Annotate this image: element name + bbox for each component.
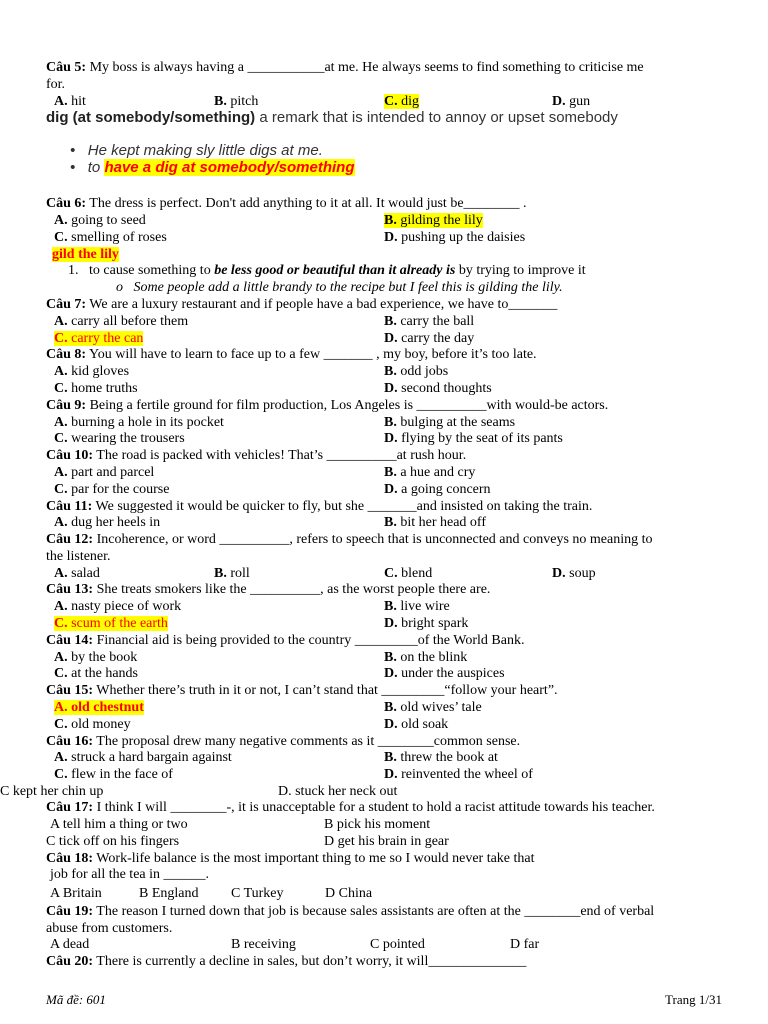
option-b: B. live wire [384,599,450,614]
question-label: Câu 5: [46,60,87,75]
option-a: A. part and parcel [54,465,155,480]
option-a: A. old chestnut [54,700,144,715]
page-number: Trang 1/31 [665,992,722,1007]
option-c: C pointed [370,937,425,952]
option-extra-d: D. stuck her neck out [278,784,398,799]
option-d: D. bright spark [384,616,469,631]
option-b: B receiving [231,937,296,952]
question-20: Câu 20: There is currently a decline in sales, but don’t worry, it will______________ [46,954,527,969]
option-d: D. carry the day [384,331,475,346]
option-d: D far [510,937,540,952]
question-12-cont: the listener. [46,549,111,564]
option-a: A. nasty piece of work [54,599,182,614]
option-a: A Britain [50,886,102,901]
question-5-cont: for. [46,77,66,92]
option-c: C. par for the course [54,482,170,497]
option-a: A. salad [54,566,100,581]
option-a: A. carry all before them [54,314,189,329]
example-1: • He kept making sly little digs at me. [70,142,323,159]
option-c: C. flew in the face of [54,767,173,782]
question-5 [46,59,644,76]
option-c: C. dig [384,94,420,109]
question-11: Câu 11: We suggested it would be quicker to fly, but she _______and insisted on taking the train. [46,499,593,514]
question-text: My boss is always having a ___________at me. He always seems to find something to criticise me [86,60,644,75]
option-a: A. struck a hard bargain against [54,750,232,765]
option-b: B. odd jobs [384,364,449,379]
question-7: Câu 7: We are a luxury restaurant and if people have a bad experience, we have to_______ [46,297,558,312]
question-13: Câu 13: She treats smokers like the __________, as the worst people there are. [46,582,491,597]
option-d: D. a going concern [384,482,491,497]
option-a: A. burning a hole in its pocket [54,415,224,430]
question-14: Câu 14: Financial aid is being provided to the country _________of the World Bank. [46,633,525,648]
question-9: Câu 9: Being a fertile ground for film production, Los Angeles is __________with would-be actors. [46,398,609,413]
question-19-cont: abuse from customers. [46,921,173,936]
definition-dig [46,108,618,127]
option-a: A. kid gloves [54,364,130,379]
option-c: C. carry the can [54,331,144,346]
option-b: B. pitch [214,94,259,109]
idiom-heading: gild the lily [52,247,119,262]
option-d: D. second thoughts [384,381,492,396]
option-a: A tell him a thing or two [50,817,188,832]
example-2: • to have a dig at somebody/something [70,159,355,176]
exam-code: Mã đề: 601 [46,992,106,1007]
option-b: B. bit her head off [384,515,486,530]
option-d: D. soup [552,566,596,581]
question-8: Câu 8: You will have to learn to face up to a few _______ , my boy, before it’s too late. [46,347,537,362]
option-b: B pick his moment [324,817,431,832]
question-19: Câu 19: The reason I turned down that job is because sales assistants are often at the ________end of verbal [46,904,655,919]
option-b: B. gilding the lily [384,213,483,228]
question-10: Câu 10: The road is packed with vehicles! That’s __________at rush hour. [46,448,467,463]
option-c: C. wearing the trousers [54,431,185,446]
question-18-cont: job for all the tea in ______. [50,867,210,882]
option-b: B. bulging at the seams [384,415,516,430]
option-d: D. old soak [384,717,449,732]
option-c: C. home truths [54,381,138,396]
option-b: B. threw the book at [384,750,498,765]
option-b: B. roll [214,566,250,581]
option-b: B. old wives’ tale [384,700,482,715]
option-c: C tick off on his fingers [46,834,180,849]
option-d: D China [325,886,373,901]
option-b: B. carry the ball [384,314,475,329]
definition-body: a remark that is intended to annoy or upset somebody [255,109,618,126]
question-16: Câu 16: The proposal drew many negative comments as it ________common sense. [46,734,521,749]
option-a: A. dug her heels in [54,515,161,530]
question-12: Câu 12: Incoherence, or word __________, refers to speech that is unconnected and conveys no meaning to [46,532,653,547]
option-d: D. pushing up the daisies [384,230,526,245]
option-b: B England [139,886,199,901]
question-18: Câu 18: Work-life balance is the most important thing to me so I would never take that [46,851,535,866]
option-c: C. smelling of roses [54,230,167,245]
option-d: D. reinvented the wheel of [384,767,533,782]
option-d: D. flying by the seat of its pants [384,431,563,446]
question-6: Câu 6: The dress is perfect. Don't add anything to it at all. It would just be________ . [46,196,527,211]
option-a: A. hit [54,94,86,109]
option-c: C. scum of the earth [54,616,168,631]
option-extra-c: C kept her chin up [0,784,104,799]
option-d: D get his brain in gear [324,834,449,849]
option-a: A. going to seed [54,213,146,228]
option-c: C Turkey [231,886,284,901]
option-b: B. on the blink [384,650,468,665]
option-d: D. gun [552,94,591,109]
idiom-definition: 1. to cause something to be less good or beautiful than it already is by trying to improve it [68,263,586,278]
option-d: D. under the auspices [384,666,505,681]
option-c: C. old money [54,717,131,732]
option-c: C. at the hands [54,666,138,681]
definition-headword: dig (at somebody/something) [46,109,256,126]
option-a: A dead [50,937,90,952]
question-15: Câu 15: Whether there’s truth in it or not, I can’t stand that _________“follow your heart”. [46,683,558,698]
idiom-example: o Some people add a little brandy to the recipe but I feel this is gilding the lily. [116,280,563,295]
option-c: C. blend [384,566,433,581]
question-17: Câu 17: I think I will ________-, it is unacceptable for a student to hold a racist attitude towards his teacher. [46,800,655,815]
option-a: A. by the book [54,650,138,665]
option-b: B. a hue and cry [384,465,476,480]
